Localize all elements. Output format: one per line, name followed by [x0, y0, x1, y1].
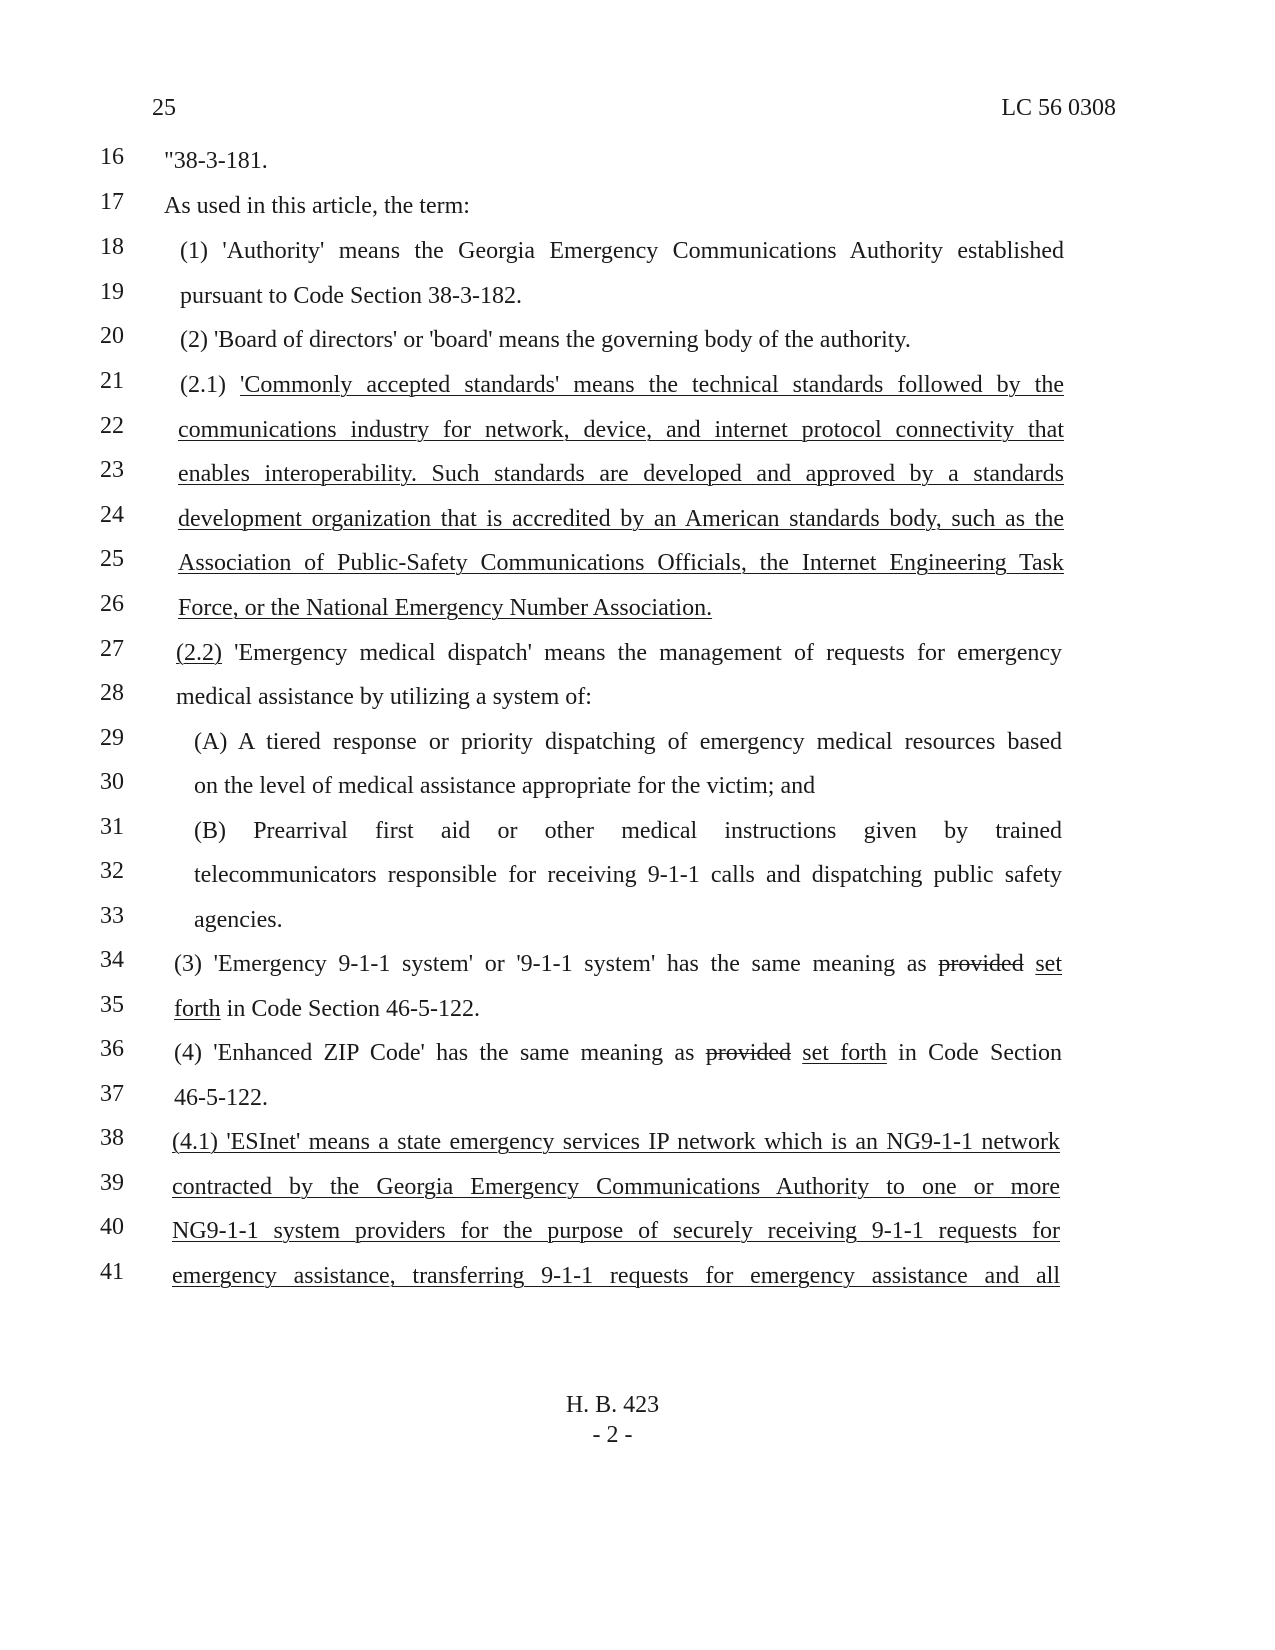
line-number: 17 — [100, 189, 124, 215]
line-number: 26 — [100, 591, 124, 617]
inserted-text-line: NG9-1-1 system providers for the purpose of securely receiving 9-1-1 requests for — [172, 1218, 1060, 1244]
line-number: 29 — [100, 725, 124, 751]
line-number: 16 — [100, 144, 124, 170]
footer-page-number: - 2 - — [592, 1422, 633, 1448]
line-number: 30 — [100, 769, 124, 795]
text-line: (2.2) 'Emergency medical dispatch' means the management of requests for emergency — [176, 640, 1062, 666]
inserted-text: 'Commonly accepted standards' means the technical standards followed by the — [240, 372, 1064, 398]
text-line: on the level of medical assistance appropriate for the victim; and — [194, 773, 816, 799]
text-line: medical assistance by utilizing a system of: — [176, 684, 592, 710]
text-line: agencies. — [194, 907, 283, 933]
line-number: 19 — [100, 279, 124, 305]
line-number: 18 — [100, 234, 124, 260]
text-line: pursuant to Code Section 38-3-182. — [180, 283, 522, 309]
line-number: 24 — [100, 502, 124, 528]
text-line: As used in this article, the term: — [164, 193, 470, 219]
line-number: 27 — [100, 636, 124, 662]
line-number: 21 — [100, 368, 124, 394]
paragraph-number: (2.1) — [180, 372, 241, 398]
line-number: 28 — [100, 680, 124, 706]
line-number: 39 — [100, 1170, 124, 1196]
text-line: (A) A tiered response or priority dispatching of emergency medical resources based — [194, 729, 1062, 755]
line-number: 31 — [100, 814, 124, 840]
line-number: 41 — [100, 1259, 124, 1285]
text-line: forth in Code Section 46-5-122. — [174, 996, 480, 1022]
inserted-text-line: Force, or the National Emergency Number Association. — [178, 595, 713, 621]
line-number: 38 — [100, 1125, 124, 1151]
text-line — [180, 373, 1064, 397]
inserted-text-line: (4.1) 'ESInet' means a state emergency services IP network which is an NG9-1-1 network — [172, 1129, 1060, 1155]
line-number: 23 — [100, 457, 124, 483]
line-number: 35 — [100, 992, 124, 1018]
header-doc-id: LC 56 0308 — [1001, 95, 1116, 121]
inserted-text-line: Association of Public-Safety Communications Officials, the Internet Engineering Task — [178, 550, 1064, 576]
line-number: 20 — [100, 323, 124, 349]
text-line: telecommunicators responsible for receiving 9-1-1 calls and dispatching public safety — [194, 862, 1062, 888]
inserted-text-line: contracted by the Georgia Emergency Communications Authority to one or more — [172, 1174, 1060, 1200]
inserted-text-line: development organization that is accredited by an American standards body, such as the — [178, 506, 1064, 532]
inserted-text: set — [1035, 951, 1062, 977]
line-number: 37 — [100, 1081, 124, 1107]
line-number: 34 — [100, 947, 124, 973]
text-line: "38-3-181. — [164, 148, 268, 174]
text-line: (3) 'Emergency 9-1-1 system' or '9-1-1 system' has the same meaning as provided set — [174, 951, 1062, 977]
line-number: 32 — [100, 858, 124, 884]
text-line: (1) 'Authority' means the Georgia Emergency Communications Authority established — [180, 238, 1064, 264]
inserted-text: forth — [174, 996, 221, 1022]
text-line: (2) 'Board of directors' or 'board' means the governing body of the authority. — [180, 327, 911, 353]
line-number: 40 — [100, 1214, 124, 1240]
inserted-text-line: communications industry for network, device, and internet protocol connectivity that — [178, 417, 1064, 443]
line-number: 33 — [100, 903, 124, 929]
line-number: 36 — [100, 1036, 124, 1062]
text-line: 46-5-122. — [174, 1085, 268, 1111]
text-line: (4) 'Enhanced ZIP Code' has the same meaning as provided set forth in Code Section — [174, 1040, 1063, 1066]
struck-text: provided — [938, 951, 1024, 977]
text-line: (B) Prearrival first aid or other medical instructions given by trained — [194, 818, 1062, 844]
struck-text: provided — [705, 1040, 792, 1066]
inserted-number: (2.2) — [176, 640, 222, 666]
inserted-text-line: enables interoperability. Such standards are developed and approved by a standards — [178, 461, 1064, 487]
line-number: 22 — [100, 413, 124, 439]
inserted-text: set forth — [802, 1040, 887, 1066]
footer-bill-number: H. B. 423 — [565, 1392, 660, 1418]
inserted-text-line: emergency assistance, transferring 9-1-1 requests for emergency assistance and all — [172, 1263, 1060, 1289]
line-number: 25 — [100, 546, 124, 572]
header-page-number: 25 — [152, 95, 176, 121]
